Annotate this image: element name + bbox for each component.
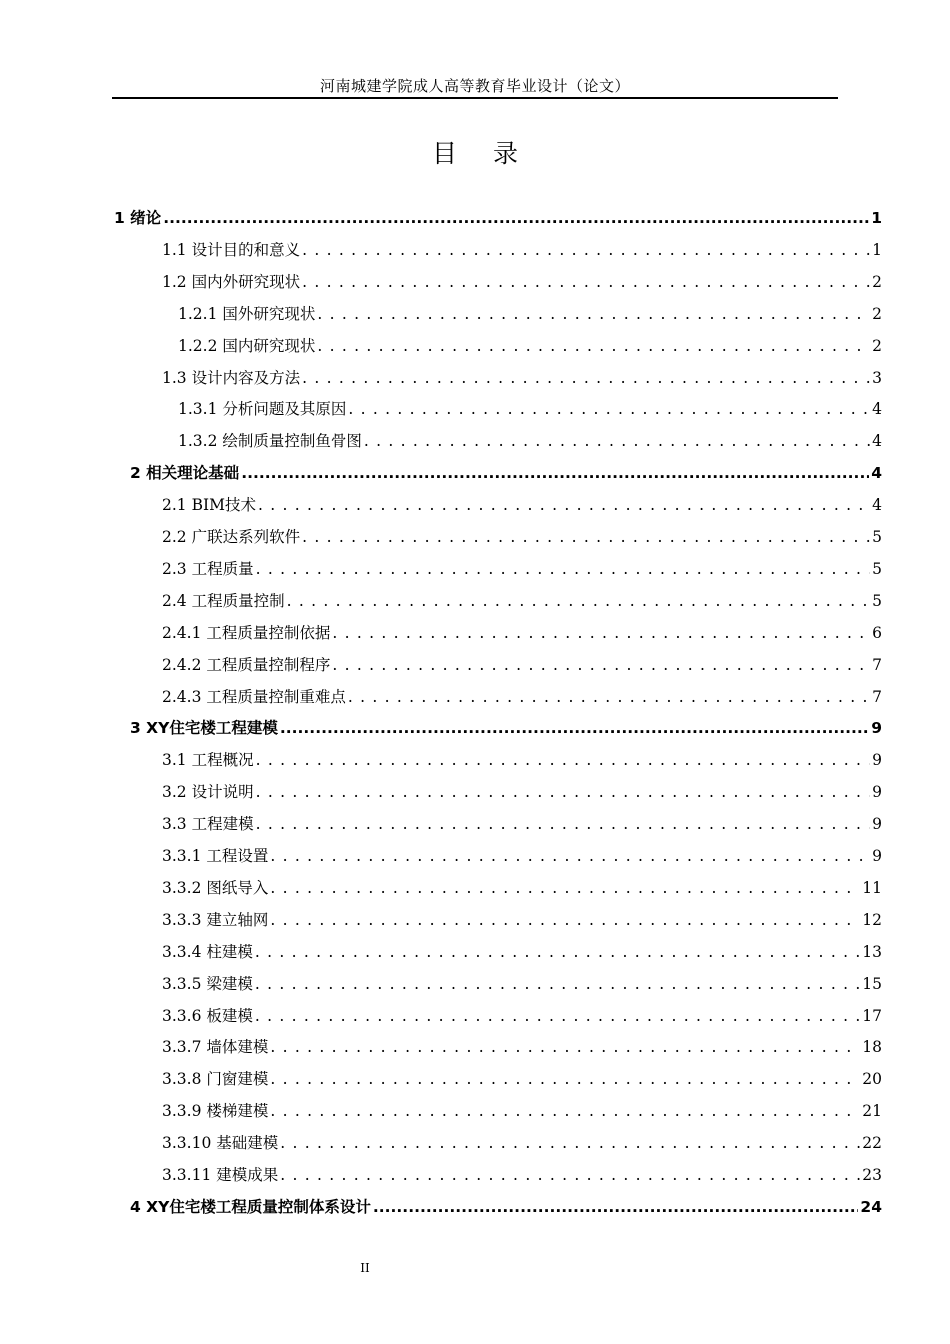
toc-entry-page: 2 (872, 304, 882, 323)
toc-entry-label: 3.3.8 门窗建模 (162, 1070, 269, 1089)
toc-entry[interactable] (162, 840, 882, 872)
toc-entry-label: 2.4.1 工程质量控制依据 (162, 623, 331, 642)
toc-entry[interactable] (162, 489, 882, 521)
toc-entry[interactable] (178, 425, 882, 457)
toc-entry-page: 15 (862, 974, 882, 993)
toc-title: 目 录 (432, 139, 532, 168)
toc-entry-label: 2 相关理论基础 (130, 464, 240, 483)
toc-entry[interactable] (162, 1031, 882, 1063)
toc-entry[interactable] (162, 968, 882, 1000)
toc-entry[interactable] (162, 808, 882, 840)
toc-entry-page: 4 (872, 496, 882, 515)
toc-entry[interactable] (162, 266, 882, 298)
toc-dot-leader (280, 1159, 860, 1191)
toc-dot-leader (255, 968, 860, 1000)
toc-entry-label: 3.3.3 建立轴网 (162, 910, 269, 929)
toc-entry-label: 3.3.6 板建模 (162, 1006, 253, 1025)
toc-dot-leader (373, 1191, 859, 1223)
toc-entry-page: 9 (872, 783, 882, 802)
toc-entry[interactable] (162, 1159, 882, 1191)
toc-dot-leader (270, 840, 870, 872)
toc-entry-page: 2 (872, 336, 882, 355)
header-rule (112, 97, 838, 99)
toc-dot-leader (256, 553, 871, 585)
toc-dot-leader (348, 393, 870, 425)
toc-entry-label: 3.3.11 建模成果 (162, 1166, 279, 1184)
page-number: II (360, 1261, 370, 1275)
toc-entry-page: 3 (872, 368, 882, 387)
toc-dot-leader (255, 1000, 860, 1032)
toc-entry-label: 1.3.1 分析问题及其原因 (178, 400, 347, 419)
toc-entry[interactable] (178, 298, 882, 330)
toc-entry[interactable] (162, 872, 882, 904)
toc-entry[interactable] (162, 1063, 882, 1095)
toc-dot-leader (270, 1095, 860, 1127)
toc-entry[interactable] (162, 681, 882, 713)
toc-entry-page: 7 (872, 655, 882, 674)
toc-dot-leader (302, 521, 870, 553)
toc-entry-page: 4 (872, 432, 882, 451)
toc-dot-leader (256, 776, 871, 808)
toc-entry[interactable] (178, 330, 882, 362)
toc-dot-leader (270, 1063, 860, 1095)
toc-entry-label: 1.3 设计内容及方法 (162, 368, 301, 387)
toc-entry-label: 1.1 设计目的和意义 (162, 240, 301, 259)
toc-entry[interactable] (162, 617, 882, 649)
toc-entry[interactable] (130, 457, 882, 489)
toc-entry-label: 3.1 工程概况 (162, 751, 254, 770)
toc-entry[interactable] (162, 744, 882, 776)
toc-entry-label: 1.3.2 绘制质量控制鱼骨图 (178, 432, 362, 451)
toc-entry-label: 3.2 设计说明 (162, 783, 254, 802)
toc-entry-label: 3.3 工程建模 (162, 815, 254, 834)
toc-entry-page: 4 (871, 464, 882, 483)
toc-dot-leader (256, 808, 871, 840)
toc-entry[interactable] (162, 1127, 882, 1159)
toc-entry-page: 1 (872, 240, 882, 259)
toc-entry-label: 2.2 广联达系列软件 (162, 528, 301, 546)
toc-entry[interactable] (162, 553, 882, 585)
toc-entry-page: 20 (862, 1070, 882, 1089)
toc-dot-leader (270, 904, 860, 936)
toc-dot-leader (280, 712, 869, 744)
toc-entry-page: 13 (862, 942, 882, 961)
toc-entry-page: 9 (872, 847, 882, 865)
toc-entry[interactable] (130, 1191, 882, 1223)
toc-entry-page: 5 (872, 559, 882, 578)
toc-entry-label: 3.3.7 墙体建模 (162, 1038, 269, 1057)
toc-entry-label: 1.2 国内外研究现状 (162, 272, 301, 291)
toc-entry-page: 5 (872, 591, 882, 610)
toc-entry[interactable] (162, 1095, 882, 1127)
toc-entry[interactable] (162, 904, 882, 936)
toc-entry-label: 2.4.3 工程质量控制重难点 (162, 687, 346, 706)
toc-dot-leader (302, 234, 870, 266)
toc-dot-leader (287, 585, 871, 617)
toc-entry-label: 3 XY住宅楼工程建模 (130, 719, 278, 738)
page-header: 河南城建学院成人高等教育毕业设计（论文） (319, 77, 630, 95)
toc-dot-leader (270, 872, 860, 904)
toc-entry-label: 2.4.2 工程质量控制程序 (162, 655, 331, 674)
toc-entry[interactable] (162, 521, 882, 553)
toc-entry-page: 1 (871, 209, 882, 227)
toc-entry-page: 6 (872, 623, 882, 642)
toc-entry-page: 7 (872, 687, 882, 706)
toc-entry-page: 2 (872, 272, 882, 291)
toc-entry[interactable] (162, 585, 882, 617)
toc-dot-leader (258, 489, 870, 521)
toc-entry-label: 1.2.1 国外研究现状 (178, 304, 316, 323)
toc-entry-page: 5 (872, 528, 882, 546)
toc-dot-leader (255, 936, 860, 968)
toc-dot-leader (364, 425, 870, 457)
toc-entry-label: 3.3.9 楼梯建模 (162, 1102, 269, 1121)
toc-entry-page: 24 (860, 1197, 882, 1216)
toc-dot-leader (270, 1031, 860, 1063)
toc-entry-page: 21 (862, 1102, 882, 1121)
toc-dot-leader (241, 457, 869, 489)
toc-entry[interactable] (162, 776, 882, 808)
toc-entry-label: 1.2.2 国内研究现状 (178, 336, 316, 355)
toc-entry-label: 1 绪论 (114, 209, 162, 227)
toc-entry-page: 22 (862, 1134, 882, 1153)
toc-entry-page: 4 (872, 400, 882, 419)
toc-dot-leader (280, 1127, 860, 1159)
toc-dot-leader (332, 649, 870, 681)
toc-entry-page: 9 (872, 815, 882, 834)
toc-entry-page: 9 (872, 751, 882, 770)
toc-entry-label: 3.3.5 梁建模 (162, 974, 253, 993)
toc-entry[interactable] (162, 936, 882, 968)
toc-entry[interactable] (114, 202, 882, 234)
toc-entry[interactable] (130, 712, 882, 744)
toc-entry[interactable] (162, 649, 882, 681)
toc-entry-page: 12 (862, 910, 882, 929)
toc-dot-leader (163, 202, 869, 234)
toc-dot-leader (317, 298, 870, 330)
toc-entry-label: 3.3.10 基础建模 (162, 1134, 279, 1153)
toc-entry[interactable] (162, 1000, 882, 1032)
toc-entry-page: 11 (862, 878, 882, 897)
toc-entry[interactable] (178, 393, 882, 425)
toc-entry-page: 17 (862, 1006, 882, 1025)
toc-entry[interactable] (162, 362, 882, 394)
toc-entry-page: 23 (862, 1166, 882, 1184)
toc-entry-label: 4 XY住宅楼工程质量控制体系设计 (130, 1197, 371, 1216)
toc-entry-label: 3.3.4 柱建模 (162, 942, 253, 961)
toc-entry-page: 9 (871, 719, 882, 738)
toc-entry-label: 3.3.1 工程设置 (162, 847, 269, 865)
toc-entry-label: 2.1 BIM技术 (162, 496, 256, 515)
toc-dot-leader (256, 744, 871, 776)
toc-entry-label: 3.3.2 图纸导入 (162, 878, 269, 897)
toc-dot-leader (348, 681, 870, 713)
toc-entry-page: 18 (862, 1038, 882, 1057)
toc-dot-leader (302, 266, 870, 298)
toc-dot-leader (332, 617, 870, 649)
toc-dot-leader (302, 362, 870, 394)
toc-dot-leader (317, 330, 870, 362)
toc-entry-label: 2.4 工程质量控制 (162, 591, 285, 610)
toc-entry-label: 2.3 工程质量 (162, 559, 254, 578)
toc-entry[interactable] (162, 234, 882, 266)
